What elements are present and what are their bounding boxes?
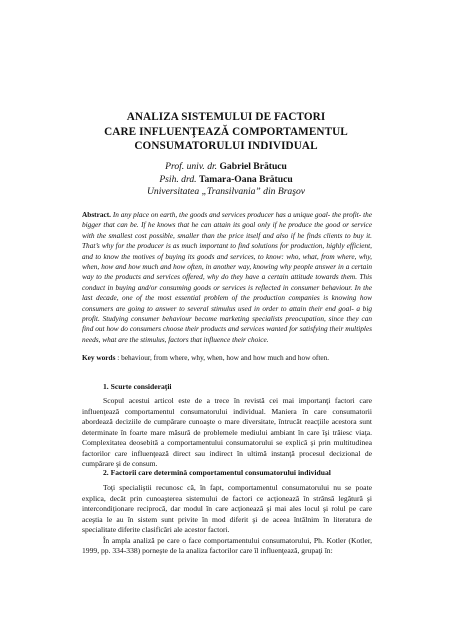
title-line-1: ANALIZA SISTEMULUI DE FACTORI — [126, 111, 326, 123]
section-heading-2: 2. Factorii care determină comportamentul consumatorului individual — [103, 468, 331, 477]
section-heading-1: 1. Scurte consideraţii — [103, 382, 172, 391]
paper-title — [60, 110, 392, 154]
keywords-text: : behaviour, from where, why, when, how and how much and how often. — [117, 353, 330, 362]
author-1-name: Gabriel Brătucu — [219, 161, 287, 172]
author-block — [60, 161, 392, 199]
section-2-paragraph-1: Toţi specialiştii recunosc că, în fapt, comportamentul consumatorului nu se poate explica, decât prin cunoaşterea sistemului de factori ce acţionează în strânsă legătură şi intercondiţionare reciprocă, dar modul în care acţionează şi mai ales locul şi rolul pe care aceştia le au în sistem sunt privite în mod diferit şi de aceea întâlnim în literatura de specialitate diferite clasificări ale acestor factori. — [82, 483, 372, 534]
title-line-3: CONSUMATORULUI INDIVIDUAL — [134, 140, 318, 152]
author-2-name: Tamara-Oana Brătucu — [198, 173, 293, 185]
abstract — [82, 210, 372, 345]
author-1 — [60, 161, 392, 174]
abstract-text: In any place on earth, the goods and services producer has a unique goal- the profit- the bigger that can be. If he knows that he can attain its goal only if he produce the good or service with the smallest cost possible, smaller than the price itself and also if he finds clients to buy it. That’s why for the producer is as much important to find solutions for production, highly efficient, and to know the motives of buying its goods and services, to know: who, what, from where, why, when, how and how much and how often, in another way, knowing why people answer in a certain way to the products and services offered, why do they have a certain attitude towards them. This conduct in buying and/or consuming goods or services is reflected in consumer behaviour. In the last decade, one of the most essential problem of the production companies is knowing how consumers are going to answer to several stimulus used in order to attain their end goal- a big profit. Studying consumer behaviour become marketing specialists preocupation, since they can find out how do consumers choose their products and services wanted for satisfying their multiples needs, what are the stimulus, factors that influence their choice. — [82, 210, 372, 344]
author-2 — [60, 174, 392, 187]
section-1-paragraph: Scopul acestui articol este de a trece în revistă cei mai importanţi factori care influenţează comportamentul consumatorului individual. Maniera în care consumatorii abordează deciziile de cumpărare cunoaşte o mare diversitate, întrucât reacţiile acestora sunt determinate în foarte mare măsură de problemele mediului ambiant în care îşi trăiesc viaţa. Complexitatea deosebită a comportamentului consumatorului se explică şi prin multitudinea factorilor care influenţează direct sau indirect în ultimă instanţă procesul decizional de cumpărare şi de consum. — [82, 396, 372, 468]
title-line-2: CARE INFLUENŢEAZĂ COMPORTAMENTUL — [104, 125, 348, 138]
author-1-title: Prof. univ. dr. — [165, 161, 218, 172]
keywords — [82, 353, 372, 363]
section-2-body — [82, 483, 372, 557]
section-2-paragraph-2: În ampla analiză pe care o face comportamentului consumatorului, Ph. Kotler (Kotler, 1999, pp. 334-338) porneşte de la analiza factorilor care îl influenţează, grupaţi în: — [82, 535, 372, 555]
keywords-label: Key words — [82, 353, 116, 362]
author-2-title: Psih. drd. — [159, 173, 197, 185]
affiliation: Universitatea „Transilvania” din Braşov — [146, 186, 306, 197]
abstract-label: Abstract. — [82, 210, 111, 219]
